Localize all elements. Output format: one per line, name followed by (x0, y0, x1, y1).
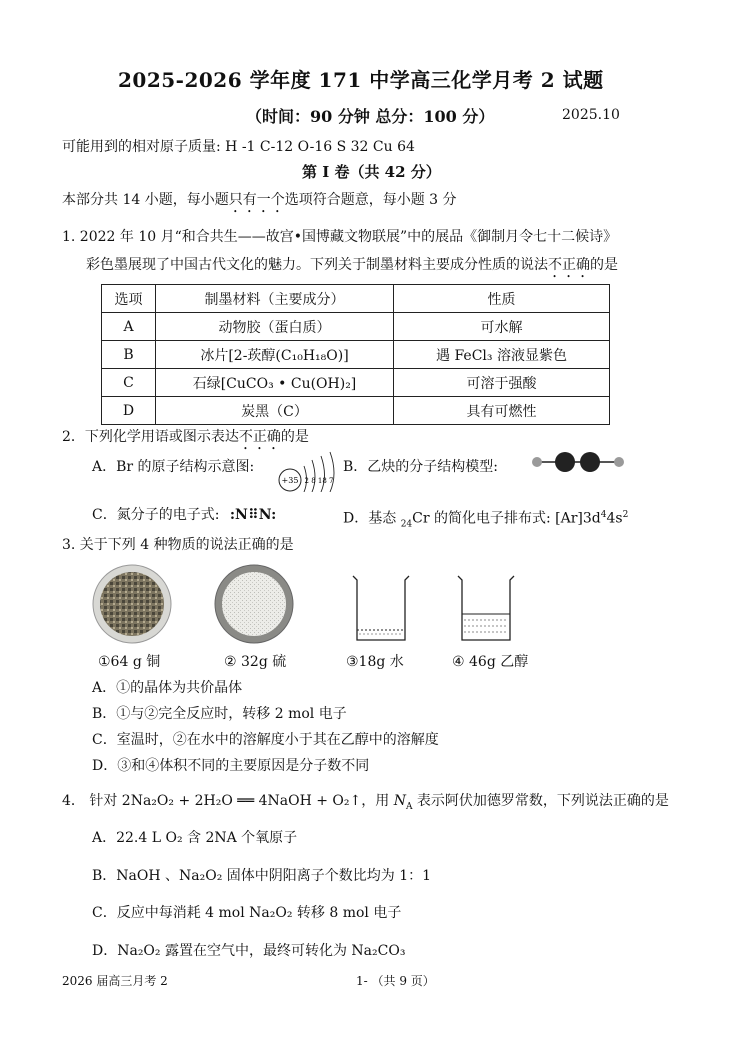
n2-electron-formula: :N⠿N: (229, 507, 277, 523)
instr-part-b: 选项符合题意，每小题 3 分 (284, 192, 457, 208)
row-option: C (102, 369, 156, 397)
copper-granules (100, 572, 164, 636)
row-property: 可水解 (394, 313, 610, 341)
table-row (102, 341, 610, 369)
row-option: B (102, 341, 156, 369)
q3-stem: 3. 关于下列 4 种物质的说法正确的是 (62, 537, 294, 553)
atomic-mass-prefix: 可能用到的相对原子质量: (62, 139, 226, 155)
atomic-mass-line (62, 137, 415, 157)
q2-d-sup1: 4 (600, 510, 607, 520)
row-option: A (102, 313, 156, 341)
acetylene-model (530, 450, 626, 474)
q4-option-b: B．NaOH 、Na₂O₂ 固体中阴阳离子个数比均为 1：1 (92, 868, 432, 884)
q2-option-a: A．Br 的原子结构示意图: (92, 459, 255, 475)
table-row (102, 313, 610, 341)
nucleus-charge: +35 (281, 476, 299, 485)
label-sulfur: ② 32g 硫 (224, 654, 287, 670)
q2-stem-b: 的是 (280, 429, 309, 445)
water-beaker-image (350, 574, 412, 644)
row-material: 动物胶（蛋白质） (156, 313, 394, 341)
row-option: D (102, 397, 156, 425)
q4-na-sub: A (405, 801, 413, 812)
q4-na-symbol: N (393, 793, 406, 809)
q1-table (101, 284, 610, 425)
table-row (102, 369, 610, 397)
q1-emphasis: 不正确 (548, 257, 590, 273)
shell-arc (312, 460, 315, 492)
q2-d-sub: 24 (400, 519, 413, 530)
hydrogen-atom (614, 457, 624, 467)
row-property: 遇 FeCl₃ 溶液显紫色 (394, 341, 610, 369)
sulfur-dish-image (214, 564, 294, 644)
row-property: 可溶于强酸 (394, 369, 610, 397)
q3-option-b: B．①与②完全反应时，转移 2 mol 电子 (92, 706, 347, 722)
label-water: ③18g 水 (346, 654, 404, 670)
ethanol-beaker-image (455, 574, 517, 644)
carbon-atom (580, 452, 600, 472)
row-material: 石绿[CuCO₃ • Cu(OH)₂] (156, 369, 394, 397)
sulfur-powder (222, 572, 286, 636)
q4-option-d: D．Na₂O₂ 露置在空气中，最终可转化为 Na₂CO₃ (92, 943, 406, 959)
q2-option-b: B．乙炔的分子结构模型: (343, 459, 499, 475)
q2-d-prefix: D．基态 (343, 510, 401, 527)
q1-line2 (86, 255, 618, 281)
q2-option-d (343, 505, 628, 534)
footer-left: 2026 届高三月考 2 (62, 974, 168, 988)
time-and-score: （时间：90 分钟 总分：100 分） (246, 107, 495, 126)
q4-stem (62, 791, 669, 817)
label-copper: ①64 g 铜 (98, 654, 161, 670)
q2-emphasis: 不正确 (238, 429, 281, 445)
q3-option-d: D．③和④体积不同的主要原因是分子数不同 (92, 758, 370, 774)
copper-dish-image (92, 564, 172, 644)
q2-stem-a: 2．下列化学用语或图示表达 (62, 429, 239, 445)
q3-option-c: C．室温时，②在水中的溶解度小于其在乙醇中的溶解度 (92, 732, 439, 748)
q4-option-a: A．22.4 L O₂ 含 2NA 个氧原子 (92, 830, 298, 846)
footer-page: 1- （共 9 页） (356, 974, 435, 988)
instr-part-a: 本部分共 14 小题，每小题 (62, 192, 229, 208)
shell-arc (330, 452, 334, 492)
row-material: 冰片[2-莰醇(C₁₀H₁₈O)] (156, 341, 394, 369)
q3-option-a: A．①的晶体为共价晶体 (92, 680, 243, 696)
exam-title: 2025-2026 学年度 171 中学高三化学月考 2 试题 (118, 68, 604, 92)
hydrogen-atom (532, 457, 542, 467)
shell-electrons: 2 8 18 7 (304, 477, 334, 485)
table-header-row (102, 285, 610, 313)
q1-line1: 1. 2022 年 10 月“和合共生——故宫•国博藏文物联展”中的展品《御制月令七十二候诗》 (62, 229, 618, 245)
q2-d-sup2: 2 (622, 510, 629, 520)
q2-d-mid: Cr 的简化电子排布式: [Ar]3d (412, 510, 601, 527)
q4-stem-a: 4． 针对 2Na₂O₂ + 2H₂O ══ 4NaOH + O₂↑，用 (62, 793, 394, 809)
br-atom-diagram (276, 450, 342, 492)
section-title: 第 I 卷（共 42 分） (302, 163, 441, 181)
carbon-atom (555, 452, 575, 472)
q2-stem (62, 427, 309, 453)
instr-emphasis: 只有一个 (228, 192, 285, 208)
beaker-outline (458, 576, 514, 640)
row-material: 炭黑（C） (156, 397, 394, 425)
q1-line2-a: 彩色墨展现了中国古代文化的魅力。下列关于制墨材料主要成分性质的说法 (86, 257, 548, 273)
q4-stem-b: 表示阿伏加德罗常数，下列说法正确的是 (412, 793, 669, 809)
atomic-mass-values: H -1 C-12 O-16 S 32 Cu 64 (225, 139, 415, 155)
q2-d-mid2: 4s (606, 510, 623, 527)
header-material: 制墨材料（主要成分） (156, 285, 394, 313)
row-property: 具有可燃性 (394, 397, 610, 425)
section-instructions (62, 190, 457, 216)
header-property: 性质 (394, 285, 610, 313)
table-row (102, 397, 610, 425)
exam-date: 2025.10 (562, 107, 620, 123)
label-ethanol: ④ 46g 乙醇 (452, 654, 529, 670)
shell-arc (321, 456, 325, 492)
q4-option-c: C．反应中每消耗 4 mol Na₂O₂ 转移 8 mol 电子 (92, 905, 402, 921)
header-option: 选项 (102, 285, 156, 313)
q1-line2-b: 的是 (590, 257, 618, 273)
q2-option-c-text: C．氮分子的电子式: (92, 507, 220, 523)
q2-option-c (92, 505, 276, 525)
